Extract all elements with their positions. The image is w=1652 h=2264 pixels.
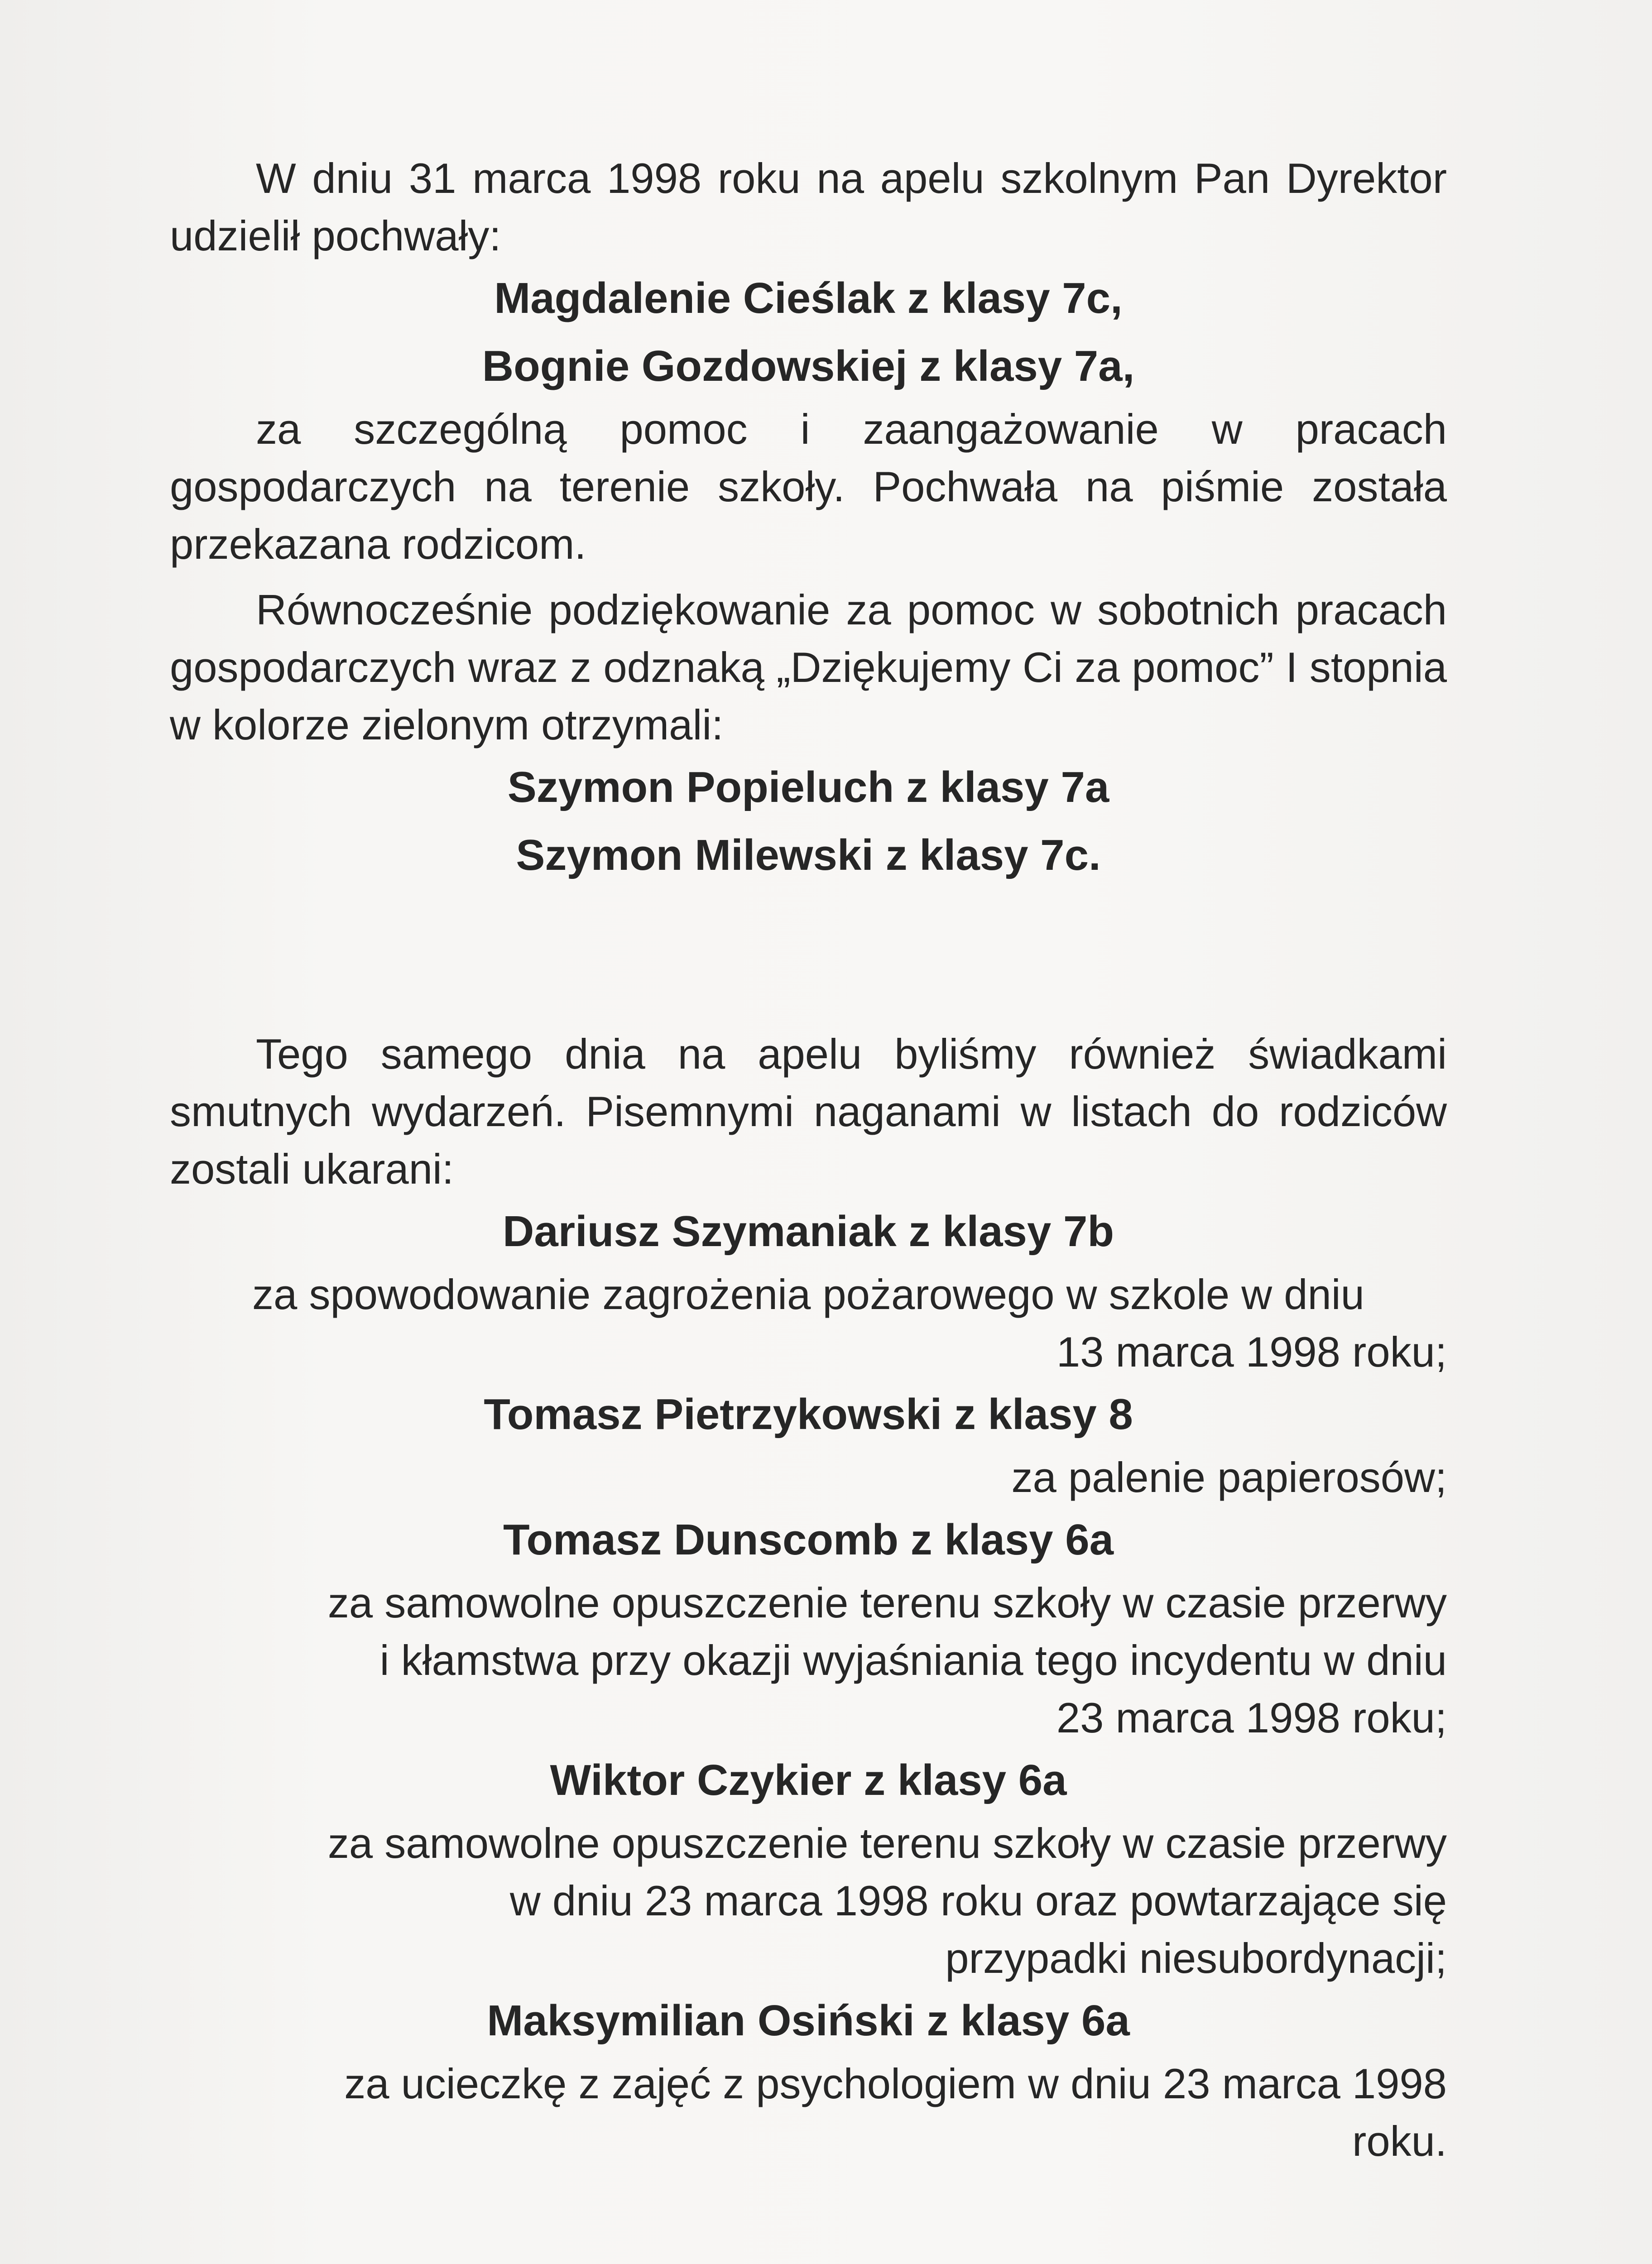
reprimand-reason-line: za palenie papierosów; (1011, 1453, 1447, 1501)
praise-intro-paragraph: W dniu 31 marca 1998 roku na apelu szkolnym Pan Dyrektor udzielił pochwały: (170, 154, 1447, 259)
thanked-student-name: Szymon Milewski z klasy 7c. (516, 831, 1101, 879)
reprimanded-student-name: Dariusz Szymaniak z klasy 7b (503, 1207, 1114, 1256)
praised-student-name: Bognie Gozdowskiej z klasy 7a, (482, 342, 1135, 390)
reprimand-reason-line: w dniu 23 marca 1998 roku oraz powtarzające się (509, 1877, 1447, 1924)
reprimand-reason-line: za spowodowanie zagrożenia pożarowego w szkole w dniu (252, 1271, 1364, 1318)
reprimand-reason-line: 23 marca 1998 roku; (1056, 1694, 1447, 1741)
reprimand-reason-line: za samowolne opuszczenie terenu szkoły w czasie przerwy (327, 1819, 1447, 1867)
reprimanded-student-name: Tomasz Pietrzykowski z klasy 8 (484, 1390, 1133, 1439)
thanked-student-name: Szymon Popieluch z klasy 7a (507, 763, 1109, 811)
reprimand-intro-paragraph: Tego samego dnia na apelu byliśmy również świadkami smutnych wydarzeń. Pisemnymi naganami w listach do rodziców zostali ukarani: (170, 1030, 1447, 1193)
reprimand-reason-line: przypadki niesubordynacji; (945, 1934, 1447, 1982)
praise-reason-paragraph: za szczególną pomoc i zaangażowanie w pracach gospodarczych na terenie szkoły. Pochwała na piśmie została przekazana rodzicom. (170, 405, 1447, 568)
reprimanded-student-name: Wiktor Czykier z klasy 6a (550, 1756, 1067, 1804)
reprimand-reason-line: za samowolne opuszczenie terenu szkoły w czasie przerwy (327, 1579, 1447, 1626)
reprimand-reason-line: i kłamstwa przy okazji wyjaśniania tego incydentu w dniu (379, 1636, 1447, 1684)
thanks-paragraph: Równocześnie podziękowanie za pomoc w sobotnich pracach gospodarczych wraz z odznaką „Dziękujemy Ci za pomoc” I stopnia w kolorze zielonym otrzymali: (170, 586, 1447, 748)
document-body (170, 149, 1447, 2170)
praised-student-name: Magdalenie Cieślak z klasy 7c, (494, 274, 1123, 322)
reprimand-reason-line: za ucieczkę z zajęć z psychologiem w dniu 23 marca 1998 (344, 2060, 1447, 2107)
reprimand-reason-line: 13 marca 1998 roku; (1056, 1328, 1447, 1376)
reprimanded-student-name: Tomasz Dunscomb z klasy 6a (503, 1516, 1114, 1564)
reprimand-reason-line: roku. (1352, 2117, 1447, 2165)
reprimanded-student-name: Maksymilian Osiński z klasy 6a (487, 1996, 1130, 2045)
